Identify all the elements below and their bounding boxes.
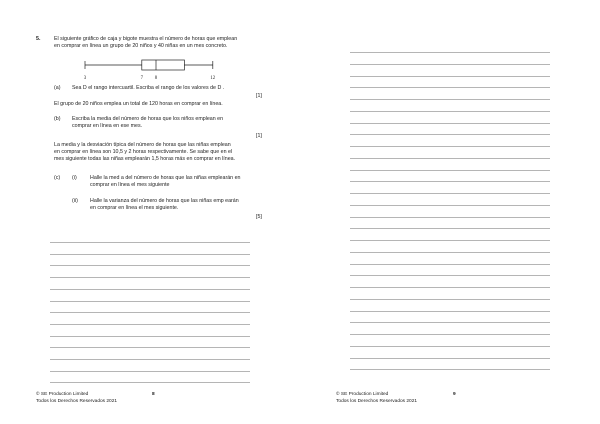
answer-line xyxy=(50,312,250,313)
answer-line xyxy=(50,265,250,266)
answer-line xyxy=(350,217,550,218)
answer-line xyxy=(350,287,550,288)
answer-line xyxy=(350,181,550,182)
footer-rights: Todos los Derechos Reservados 2021 xyxy=(36,399,118,404)
answer-line xyxy=(350,275,550,276)
answer-line xyxy=(50,382,250,383)
answer-line xyxy=(350,64,550,65)
part-a-mark: [1] xyxy=(256,93,262,99)
answer-line xyxy=(50,254,250,255)
answer-line xyxy=(350,358,550,359)
answer-line xyxy=(350,123,550,124)
answer-line xyxy=(350,299,550,300)
answer-line xyxy=(350,311,550,312)
answer-line xyxy=(350,52,550,53)
answer-line xyxy=(350,87,550,88)
answer-line xyxy=(50,301,250,302)
answer-line xyxy=(350,99,550,100)
info-line-3: mes siguiente todas las niñas emplearán 1,5 horas más en comprar en línea. xyxy=(54,156,236,162)
answer-line xyxy=(350,240,550,241)
intro-line-2: en comprar en línea un grupo de 20 niños y 40 niñas en un mes concreto. xyxy=(54,43,228,49)
answer-line xyxy=(350,134,550,135)
part-c-i-text-1: Halle la med a del número de horas que las niñas emplearán en xyxy=(90,175,241,181)
answer-line xyxy=(50,277,250,278)
answer-line xyxy=(350,111,550,112)
group-statement: El grupo de 20 niños emplea un total de 120 horas en comprar en línea. xyxy=(54,101,223,107)
answer-line xyxy=(350,346,550,347)
footer-copyright: © SE Production Limited xyxy=(336,392,389,397)
box xyxy=(142,60,185,70)
tick-label: 3 xyxy=(83,76,87,81)
right-page xyxy=(300,0,600,424)
answer-line xyxy=(50,359,250,360)
answer-line xyxy=(350,205,550,206)
answer-line xyxy=(350,264,550,265)
info-line-2: en comprar en línea son 10,5 y 2 horas respectivamente. Se sabe que en el xyxy=(54,149,233,155)
tick-label: 7 xyxy=(140,76,144,81)
intro-line-1: El siguiente gráfico de caja y bigote muestra el número de horas que emplean xyxy=(54,36,238,42)
question-number: 5. xyxy=(36,36,41,42)
answer-line xyxy=(350,193,550,194)
answer-line xyxy=(50,371,250,372)
answer-line xyxy=(50,324,250,325)
answer-line xyxy=(50,242,250,243)
footer-rights: Todos los Derechos Reservados 2021 xyxy=(336,399,418,404)
part-c-mark: [5] xyxy=(256,214,262,220)
part-b-text-1: Escriba la media del número de horas que los niños emplean en xyxy=(72,116,224,122)
part-b-text-2: comprar en línea en ese mes. xyxy=(72,123,143,129)
answer-line xyxy=(350,322,550,323)
page-number: 9 xyxy=(453,392,456,397)
part-c-ii-label: (ii) xyxy=(72,198,78,204)
answer-line xyxy=(50,289,250,290)
part-c-i-label: (i) xyxy=(72,175,77,181)
answer-line xyxy=(50,336,250,337)
answer-line xyxy=(350,252,550,253)
answer-line xyxy=(350,146,550,147)
tick-label: 8 xyxy=(154,76,158,81)
answer-line xyxy=(50,347,250,348)
part-c-ii-text-2: en comprar en línea el mes siguiente. xyxy=(90,205,179,211)
answer-line xyxy=(350,228,550,229)
answer-line xyxy=(350,76,550,77)
page-number: 8 xyxy=(152,392,155,397)
part-a-label: (a) xyxy=(54,85,61,91)
part-b-label: (b) xyxy=(54,116,61,122)
answer-line xyxy=(350,334,550,335)
part-c-label: (c) xyxy=(54,175,61,181)
tick-label: 12 xyxy=(210,76,216,81)
part-b-mark: [1] xyxy=(256,133,262,139)
part-c-i-text-2: comprar en línea el mes siguiente xyxy=(90,182,170,188)
box-plot xyxy=(60,56,230,82)
footer-copyright: © SE Production Limited xyxy=(36,392,89,397)
answer-line xyxy=(350,158,550,159)
info-line-1: La media y la desviación típica del número de horas que las niñas emplean xyxy=(54,142,231,148)
part-c-ii-text-1: Halle la varianza del número de horas que las niñas emp earán xyxy=(90,198,239,204)
answer-line xyxy=(350,369,550,370)
part-a-text: Sea D el rango intercuartil. Escriba el rango de los valores de D . xyxy=(72,85,225,91)
answer-line xyxy=(350,170,550,171)
